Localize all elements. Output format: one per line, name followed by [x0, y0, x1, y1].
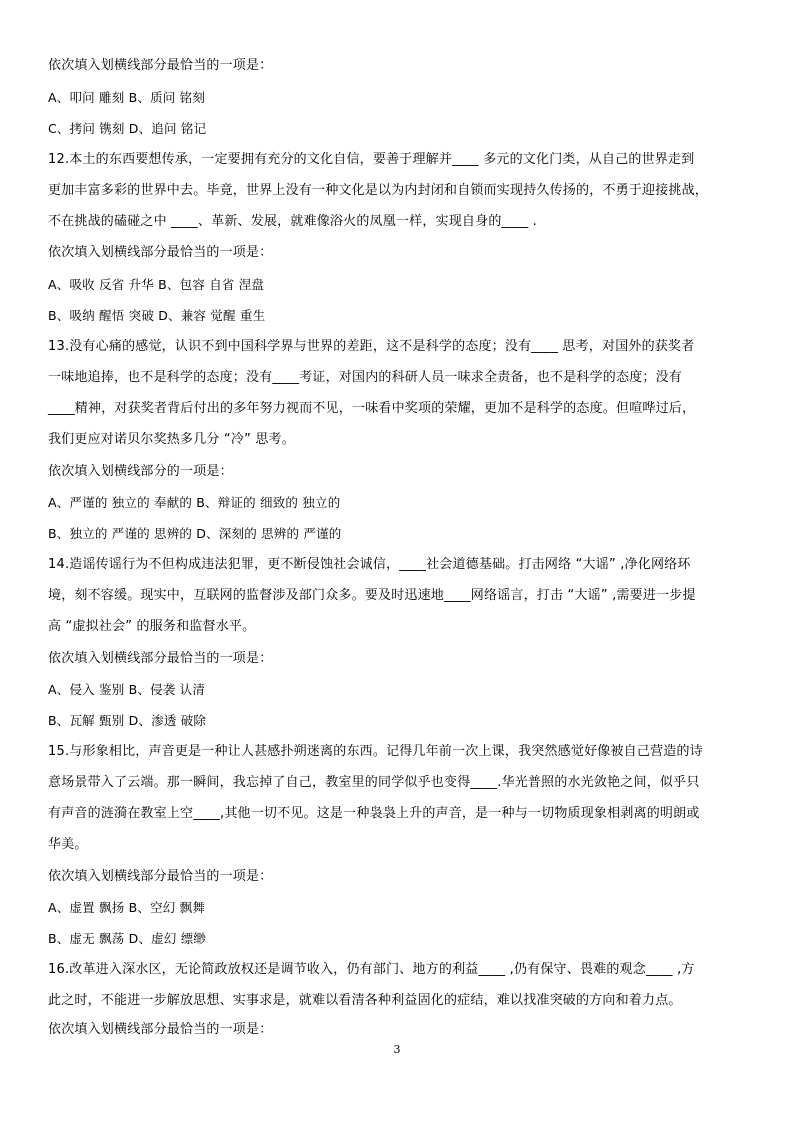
question-text: 意场景带入了云端。那一瞬间，我忘掉了自己，教室里的同学似乎也变得____.华光普照的水光敛艳之间，似乎只: [48, 775, 700, 790]
page-number: 3: [393, 1043, 401, 1056]
question-text: 13.没有心痛的感觉，认识不到中国科学界与世界的差距，这不是科学的态度；没有____ 思考，对国外的获奖者: [48, 339, 695, 354]
question-text: 一味地追捧，也不是科学的态度；没有____考证，对国内的科研人员一味求全责备，也不是科学的态度；没有: [48, 370, 683, 385]
question-prompt: 依次填入划横线部分最恰当的一项是：: [48, 58, 273, 73]
question-text: 15.与形象相比，声音更是一种让人甚感扑朔迷离的东西。记得几年前一次上课，我突然感觉好像被自己营造的诗: [48, 744, 703, 759]
question-text: 我们更应对诺贝尔奖热多几分 “冷” 思考。: [48, 432, 295, 447]
answer-options: A、严谨的 独立的 奉献的 B、辩证的 细致的 独立的: [48, 495, 341, 510]
answer-options: A、虚置 飘扬 B、空幻 飘舞: [48, 900, 206, 915]
question-prompt: 依次填入划横线部分的一项是：: [48, 464, 233, 479]
question-prompt: 依次填入划横线部分最恰当的一项是：: [48, 245, 273, 260]
question-text: 更加丰富多彩的世界中去。毕竟，世界上没有一种文化是以为内封闭和自锁而实现持久传扬的，不勇于迎接挑战，: [48, 183, 709, 198]
question-prompt: 依次填入划横线部分最恰当的一项是：: [48, 651, 273, 666]
answer-options: B、瓦解 甄别 D、渗透 破除: [48, 713, 207, 728]
question-text: 高 “虚拟社会” 的服务和监督水平。: [48, 619, 256, 634]
question-text: 不在挑战的磕碰之中 ____、革新、发展，就难像浴火的凤凰一样，实现自身的____ .: [48, 214, 537, 229]
answer-options: B、吸纳 醒悟 突破 D、兼容 觉醒 重生: [48, 308, 266, 323]
question-prompt: 依次填入划横线部分最恰当的一项是：: [48, 869, 273, 884]
answer-options: C、拷问 镌刻 D、追问 铭记: [48, 121, 207, 136]
answer-options: A、侵入 鉴别 B、侵袭 认清: [48, 682, 206, 697]
question-text: ____精神，对获奖者背后付出的多年努力视而不见，一味看中奖项的荣耀，更加不是科学的态度。但喧哗过后，: [48, 401, 696, 416]
question-text: 16.改革进入深水区，无论简政放权还是调节收入，仍有部门、地方的利益____ ,仍有保守、畏难的观念____ ,方: [48, 962, 695, 977]
answer-options: B、独立的 严谨的 思辨的 D、深刻的 思辨的 严谨的: [48, 526, 342, 541]
question-text: 14.造谣传谣行为不但构成违法犯罪，更不断侵蚀社会诚信，____社会道德基础。打击网络 “大谣” ,净化网络环: [48, 557, 691, 572]
question-prompt: 依次填入划横线部分最恰当的一项是：: [48, 1022, 273, 1037]
question-text: 华美。: [48, 837, 88, 852]
answer-options: A、吸收 反省 升华 B、包容 自省 涅盘: [48, 277, 265, 292]
question-text: 12.本土的东西要想传承，一定要拥有充分的文化自信，要善于理解并____ 多元的文化门类，从自己的世界走到: [48, 152, 695, 167]
answer-options: B、虚无 飘荡 D、虚幻 缥缈: [48, 931, 207, 946]
question-text: 此之时，不能进一步解放思想、实事求是，就难以看清各种利益固化的症结，难以找准突破的方向和着力点。: [48, 993, 682, 1008]
answer-options: A、叩问 雕刻 B、质问 铭刻: [48, 90, 206, 105]
question-text: 有声音的涟漪在教室上空____,其他一切不见。这是一种袅袅上升的声音，是一种与一切物质现象相剥离的明朗或: [48, 806, 700, 821]
question-text: 境，刻不容缓。现实中，互联网的监督涉及部门众多。要及时迅速地____网络谣言，打击 “大谣” ,需要进一步提: [48, 588, 696, 603]
